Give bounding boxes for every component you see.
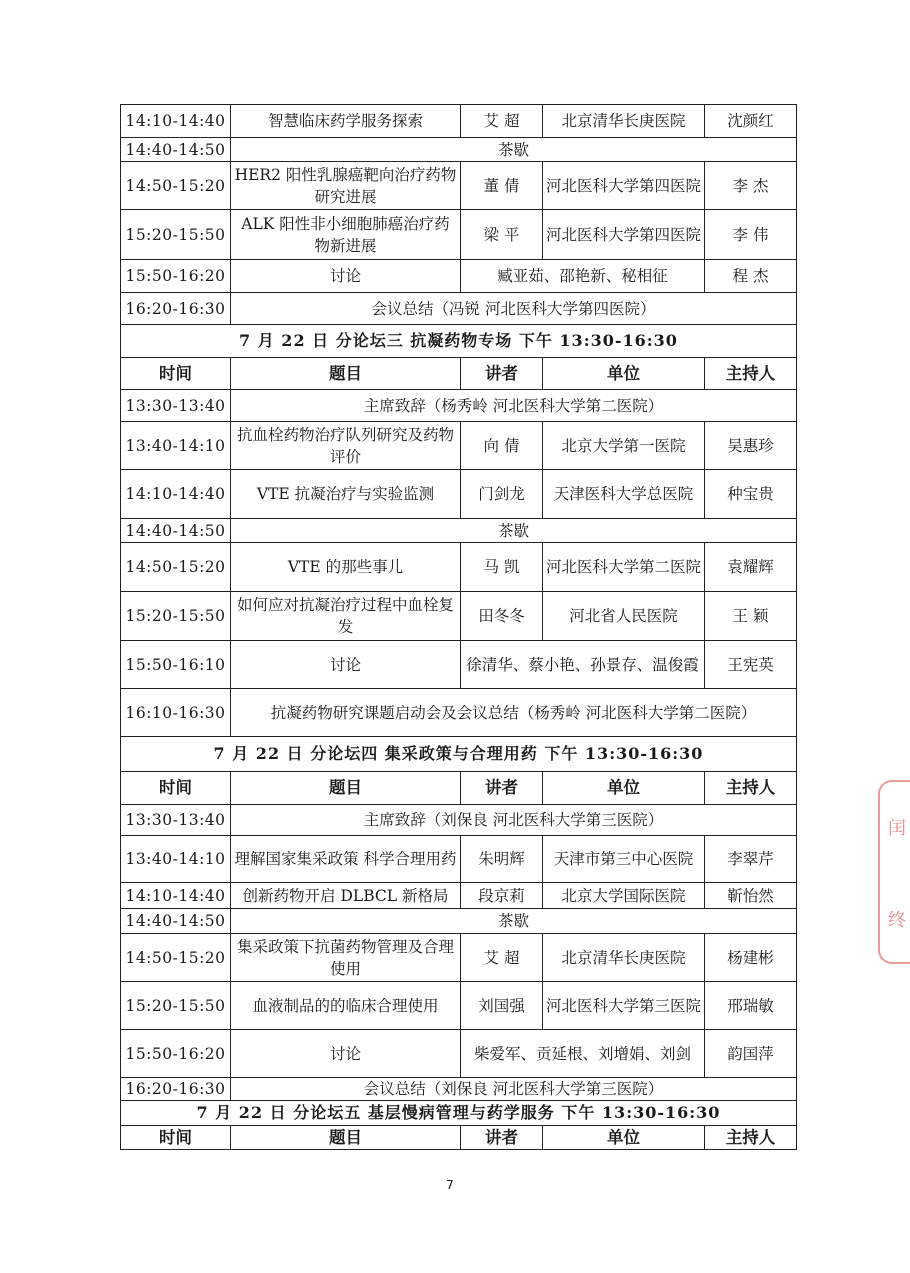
col-header-time: 时间 [121, 1126, 231, 1150]
col-header-host: 主持人 [705, 1126, 797, 1150]
span-row [121, 138, 797, 162]
host-cell: 王宪英 [705, 641, 797, 689]
speaker-cell: 马 凯 [461, 543, 543, 592]
col-header-unit: 单位 [543, 358, 705, 390]
time-cell: 16:10-16:30 [121, 689, 231, 737]
speaker-cell: 门剑龙 [461, 470, 543, 519]
span-row [121, 1078, 797, 1101]
span-text-cell: 会议总结（冯锐 河北医科大学第四医院） [231, 293, 797, 325]
host-cell: 李 杰 [705, 162, 797, 210]
forum-heading: 7 月 22 日 分论坛五 基层慢病管理与药学服务 下午 13:30-16:30 [121, 1101, 797, 1126]
page-number: 7 [446, 1178, 454, 1192]
host-cell: 韵国萍 [705, 1030, 797, 1078]
discussants-cell: 徐清华、蔡小艳、孙景存、温俊霞 [461, 641, 705, 689]
col-header-time: 时间 [121, 358, 231, 390]
speaker-cell: 朱明辉 [461, 836, 543, 883]
col-header-topic: 题目 [231, 1126, 461, 1150]
time-cell: 13:40-14:10 [121, 836, 231, 883]
time-cell: 14:10-14:40 [121, 883, 231, 909]
host-cell: 王 颖 [705, 592, 797, 641]
time-cell: 15:50-16:20 [121, 1030, 231, 1078]
host-cell: 袁耀辉 [705, 543, 797, 592]
topic-cell: 抗血栓药物治疗队列研究及药物评价 [231, 422, 461, 470]
time-cell: 15:20-15:50 [121, 210, 231, 260]
column-header-row [121, 772, 797, 805]
span-row [121, 805, 797, 836]
col-header-unit: 单位 [543, 772, 705, 805]
span-text-cell: 茶歇 [231, 138, 797, 162]
forum-heading: 7 月 22 日 分论坛四 集采政策与合理用药 下午 13:30-16:30 [121, 737, 797, 772]
host-cell: 邢瑞敏 [705, 982, 797, 1030]
time-cell: 14:50-15:20 [121, 543, 231, 592]
speaker-cell: 艾 超 [461, 934, 543, 982]
host-cell: 靳怡然 [705, 883, 797, 909]
span-text-cell: 茶歇 [231, 909, 797, 934]
unit-cell: 河北医科大学第二医院 [543, 543, 705, 592]
session-row [121, 543, 797, 592]
span-text-cell: 茶歇 [231, 519, 797, 543]
discussion-row [121, 641, 797, 689]
speaker-cell: 刘国强 [461, 982, 543, 1030]
host-cell: 吴惠珍 [705, 422, 797, 470]
topic-cell: 智慧临床药学服务探索 [231, 105, 461, 138]
col-header-unit: 单位 [543, 1126, 705, 1150]
col-header-host: 主持人 [705, 772, 797, 805]
span-text-cell: 抗凝药物研究课题启动会及会议总结（杨秀岭 河北医科大学第二医院） [231, 689, 797, 737]
host-cell: 程 杰 [705, 260, 797, 293]
time-cell: 13:40-14:10 [121, 422, 231, 470]
session-row [121, 422, 797, 470]
topic-cell: VTE 抗凝治疗与实验监测 [231, 470, 461, 519]
forum-heading-row [121, 737, 797, 772]
discussants-cell: 柴爱军、贡延根、刘增娟、刘剑 [461, 1030, 705, 1078]
unit-cell: 北京清华长庚医院 [543, 105, 705, 138]
span-row [121, 909, 797, 934]
session-row [121, 883, 797, 909]
time-cell: 13:30-13:40 [121, 805, 231, 836]
time-cell: 16:20-16:30 [121, 1078, 231, 1101]
topic-cell: 如何应对抗凝治疗过程中血栓复发 [231, 592, 461, 641]
col-header-speaker: 讲者 [461, 772, 543, 805]
discussants-cell: 臧亚茹、邵艳新、秘相征 [461, 260, 705, 293]
span-row [121, 293, 797, 325]
host-cell: 李 伟 [705, 210, 797, 260]
forum-heading-row [121, 325, 797, 358]
unit-cell: 北京清华长庚医院 [543, 934, 705, 982]
topic-cell: 创新药物开启 DLBCL 新格局 [231, 883, 461, 909]
col-header-host: 主持人 [705, 358, 797, 390]
unit-cell: 河北医科大学第四医院 [543, 210, 705, 260]
stamp-char-1: 闰 [888, 818, 906, 839]
forum-heading-row [121, 1101, 797, 1126]
speaker-cell: 艾 超 [461, 105, 543, 138]
span-text-cell: 主席致辞（刘保良 河北医科大学第三医院） [231, 805, 797, 836]
session-row [121, 836, 797, 883]
time-cell: 14:50-15:20 [121, 934, 231, 982]
session-row [121, 470, 797, 519]
unit-cell: 北京大学第一医院 [543, 422, 705, 470]
topic-cell: 讨论 [231, 1030, 461, 1078]
unit-cell: 天津市第三中心医院 [543, 836, 705, 883]
topic-cell: 血液制品的的临床合理使用 [231, 982, 461, 1030]
col-header-topic: 题目 [231, 358, 461, 390]
col-header-time: 时间 [121, 772, 231, 805]
topic-cell: 讨论 [231, 260, 461, 293]
time-cell: 14:40-14:50 [121, 519, 231, 543]
topic-cell: VTE 的那些事儿 [231, 543, 461, 592]
time-cell: 14:40-14:50 [121, 909, 231, 934]
discussion-row [121, 260, 797, 293]
time-cell: 14:40-14:50 [121, 138, 231, 162]
red-seal-stamp [878, 780, 910, 964]
time-cell: 15:50-16:20 [121, 260, 231, 293]
host-cell: 李翠芹 [705, 836, 797, 883]
time-cell: 16:20-16:30 [121, 293, 231, 325]
unit-cell: 北京大学国际医院 [543, 883, 705, 909]
time-cell: 14:50-15:20 [121, 162, 231, 210]
session-row [121, 592, 797, 641]
time-cell: 14:10-14:40 [121, 105, 231, 138]
time-cell: 15:20-15:50 [121, 592, 231, 641]
time-cell: 13:30-13:40 [121, 390, 231, 422]
span-text-cell: 会议总结（刘保良 河北医科大学第三医院） [231, 1078, 797, 1101]
host-cell: 种宝贵 [705, 470, 797, 519]
stamp-char-2: 终 [888, 910, 906, 931]
speaker-cell: 梁 平 [461, 210, 543, 260]
unit-cell: 河北医科大学第四医院 [543, 162, 705, 210]
column-header-row [121, 1126, 797, 1150]
speaker-cell: 田冬冬 [461, 592, 543, 641]
span-row [121, 519, 797, 543]
unit-cell: 河北医科大学第三医院 [543, 982, 705, 1030]
speaker-cell: 董 倩 [461, 162, 543, 210]
span-row [121, 689, 797, 737]
session-row [121, 934, 797, 982]
span-text-cell: 主席致辞（杨秀岭 河北医科大学第二医院） [231, 390, 797, 422]
session-row [121, 105, 797, 138]
session-row [121, 162, 797, 210]
forum-heading: 7 月 22 日 分论坛三 抗凝药物专场 下午 13:30-16:30 [121, 325, 797, 358]
topic-cell: 理解国家集采政策 科学合理用药 [231, 836, 461, 883]
schedule-table [120, 104, 797, 1150]
time-cell: 14:10-14:40 [121, 470, 231, 519]
session-row [121, 210, 797, 260]
col-header-topic: 题目 [231, 772, 461, 805]
topic-cell: 集采政策下抗菌药物管理及合理使用 [231, 934, 461, 982]
session-row [121, 982, 797, 1030]
column-header-row [121, 358, 797, 390]
unit-cell: 河北省人民医院 [543, 592, 705, 641]
schedule-body [121, 105, 797, 1150]
speaker-cell: 段京莉 [461, 883, 543, 909]
col-header-speaker: 讲者 [461, 1126, 543, 1150]
discussion-row [121, 1030, 797, 1078]
topic-cell: HER2 阳性乳腺癌靶向治疗药物研究进展 [231, 162, 461, 210]
topic-cell: 讨论 [231, 641, 461, 689]
col-header-speaker: 讲者 [461, 358, 543, 390]
topic-cell: ALK 阳性非小细胞肺癌治疗药物新进展 [231, 210, 461, 260]
time-cell: 15:20-15:50 [121, 982, 231, 1030]
time-cell: 15:50-16:10 [121, 641, 231, 689]
unit-cell: 天津医科大学总医院 [543, 470, 705, 519]
host-cell: 杨建彬 [705, 934, 797, 982]
speaker-cell: 向 倩 [461, 422, 543, 470]
span-row [121, 390, 797, 422]
host-cell: 沈颜红 [705, 105, 797, 138]
